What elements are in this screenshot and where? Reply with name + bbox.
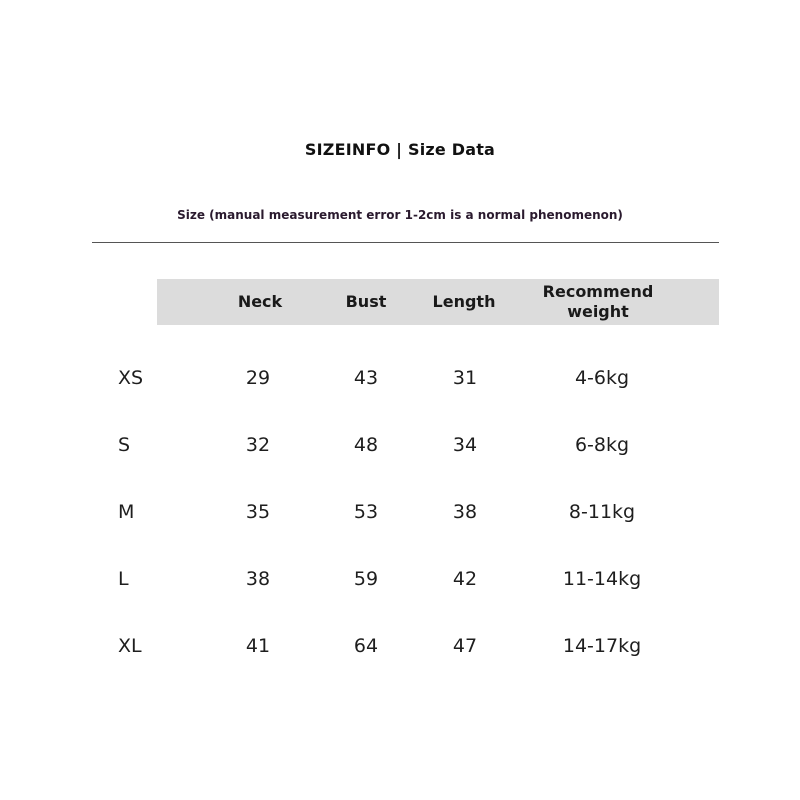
bust-cell: 48 (353, 434, 379, 456)
size-cell: M (118, 501, 135, 523)
weight-cell: 14-17kg (562, 635, 642, 657)
column-header-length: Length (432, 292, 496, 311)
table-row (0, 497, 800, 527)
length-cell: 47 (452, 635, 478, 657)
weight-cell: 8-11kg (568, 501, 636, 523)
bust-cell: 59 (353, 568, 379, 590)
bust-cell: 64 (353, 635, 379, 657)
neck-cell: 35 (245, 501, 271, 523)
table-row (0, 363, 800, 393)
page-title: SIZEINFO | Size Data (304, 140, 496, 159)
table-row (0, 430, 800, 460)
weight-cell: 11-14kg (562, 568, 642, 590)
bust-cell: 53 (353, 501, 379, 523)
size-cell: XL (118, 635, 142, 657)
length-cell: 42 (452, 568, 478, 590)
table-row (0, 564, 800, 594)
column-header-recommend-weight: Recommend weight (542, 282, 654, 321)
neck-cell: 38 (245, 568, 271, 590)
neck-cell: 32 (245, 434, 271, 456)
size-cell: S (118, 434, 131, 456)
size-cell: L (118, 568, 129, 590)
weight-cell: 4-6kg (574, 367, 630, 389)
neck-cell: 29 (245, 367, 271, 389)
table-row (0, 631, 800, 661)
length-cell: 34 (452, 434, 478, 456)
length-cell: 38 (452, 501, 478, 523)
page-subtitle: Size (manual measurement error 1-2cm is a normal phenomenon) (177, 208, 623, 222)
bust-cell: 43 (353, 367, 379, 389)
weight-cell: 6-8kg (574, 434, 630, 456)
column-header-bust: Bust (345, 292, 387, 311)
column-header-neck: Neck (237, 292, 283, 311)
neck-cell: 41 (245, 635, 271, 657)
divider (92, 242, 719, 243)
length-cell: 31 (452, 367, 478, 389)
size-cell: XS (118, 367, 144, 389)
